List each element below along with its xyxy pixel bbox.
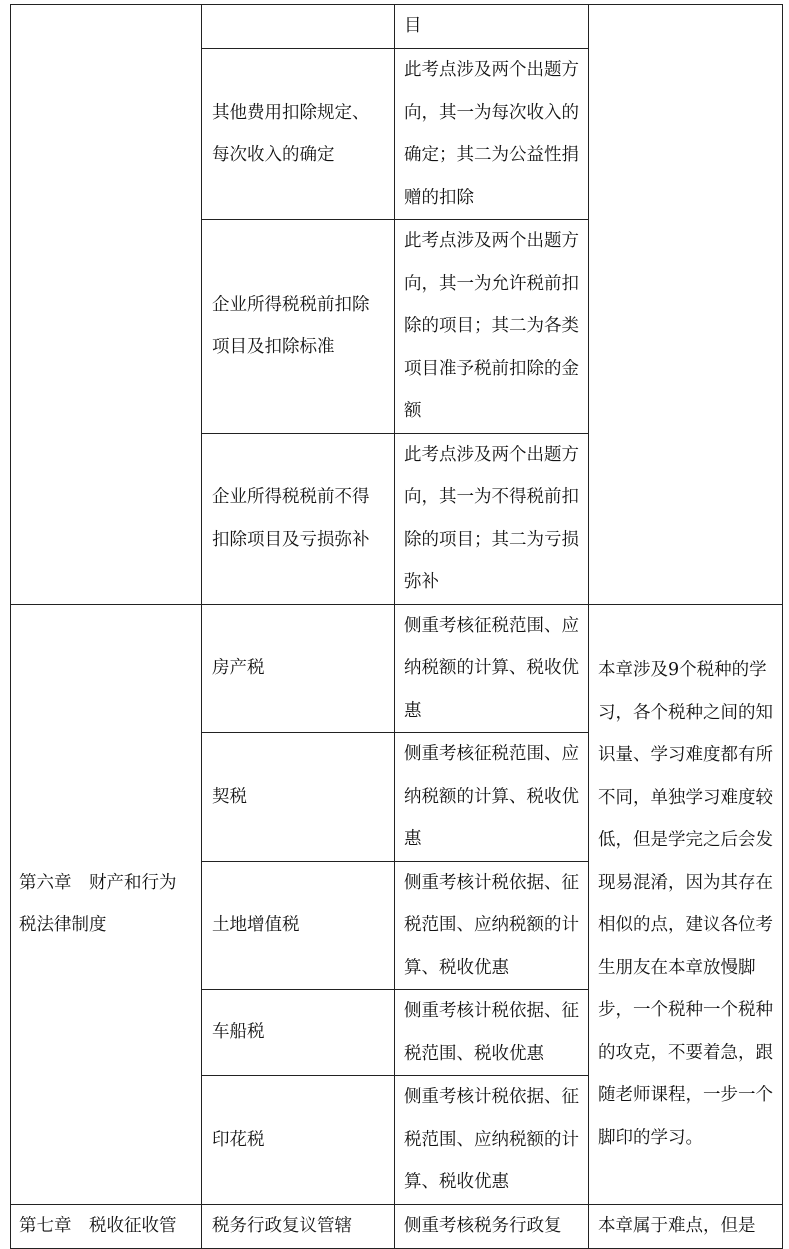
exam-points-table <box>10 4 783 1249</box>
item-cell: 企业所得税税前扣除项目及扣除标准 <box>202 220 395 434</box>
chapter-note-cell: 本章涉及9个税种的学习，各个税种之间的知识量、学习难度都有所不同，单独学习难度较低，但是学完之后会发现易混淆，因为其存在相似的点，建议各位考生朋友在本章放慢脚步，一个税种一个税种的攻克，不要着急，跟随老师课程，一步一个脚印的学习。 <box>589 604 783 1204</box>
item-cell: 企业所得税税前不得扣除项目及亏损弥补 <box>202 433 395 604</box>
focus-cell: 侧重考核计税依据、征税范围、应纳税额的计算、税收优惠 <box>395 861 589 990</box>
focus-cell: 侧重考核征税范围、应纳税额的计算、税收优惠 <box>395 733 589 862</box>
focus-cell: 侧重考核征税范围、应纳税额的计算、税收优惠 <box>395 604 589 733</box>
item-cell: 土地增值税 <box>202 861 395 990</box>
focus-cell: 此考点涉及两个出题方向，其一为每次收入的确定；其二为公益性捐赠的扣除 <box>395 49 589 220</box>
focus-cell: 此考点涉及两个出题方向，其一为不得税前扣除的项目；其二为亏损弥补 <box>395 433 589 604</box>
table-row <box>11 1204 783 1248</box>
table-row <box>11 604 783 733</box>
chapter-title-cell: 第六章 财产和行为税法律制度 <box>11 604 202 1204</box>
note-cell-prev <box>589 5 783 605</box>
item-cell: 契税 <box>202 733 395 862</box>
item-cell: 税务行政复议管辖 <box>202 1204 395 1248</box>
chapter-title-cell: 第七章 税收征收管 <box>11 1204 202 1248</box>
focus-cell: 侧重考核计税依据、征税范围、税收优惠 <box>395 990 589 1076</box>
focus-cell: 此考点涉及两个出题方向，其一为允许税前扣除的项目；其二为各类项目准予税前扣除的金额 <box>395 220 589 434</box>
table-row <box>11 5 783 49</box>
focus-cell: 目 <box>395 5 589 49</box>
item-cell: 车船税 <box>202 990 395 1076</box>
item-cell: 印花税 <box>202 1076 395 1205</box>
chapter-note-cell: 本章属于难点，但是 <box>589 1204 783 1248</box>
chapter-cell-prev <box>11 5 202 605</box>
item-cell <box>202 5 395 49</box>
focus-cell: 侧重考核税务行政复 <box>395 1204 589 1248</box>
focus-cell: 侧重考核计税依据、征税范围、应纳税额的计算、税收优惠 <box>395 1076 589 1205</box>
item-cell: 其他费用扣除规定、每次收入的确定 <box>202 49 395 220</box>
item-cell: 房产税 <box>202 604 395 733</box>
